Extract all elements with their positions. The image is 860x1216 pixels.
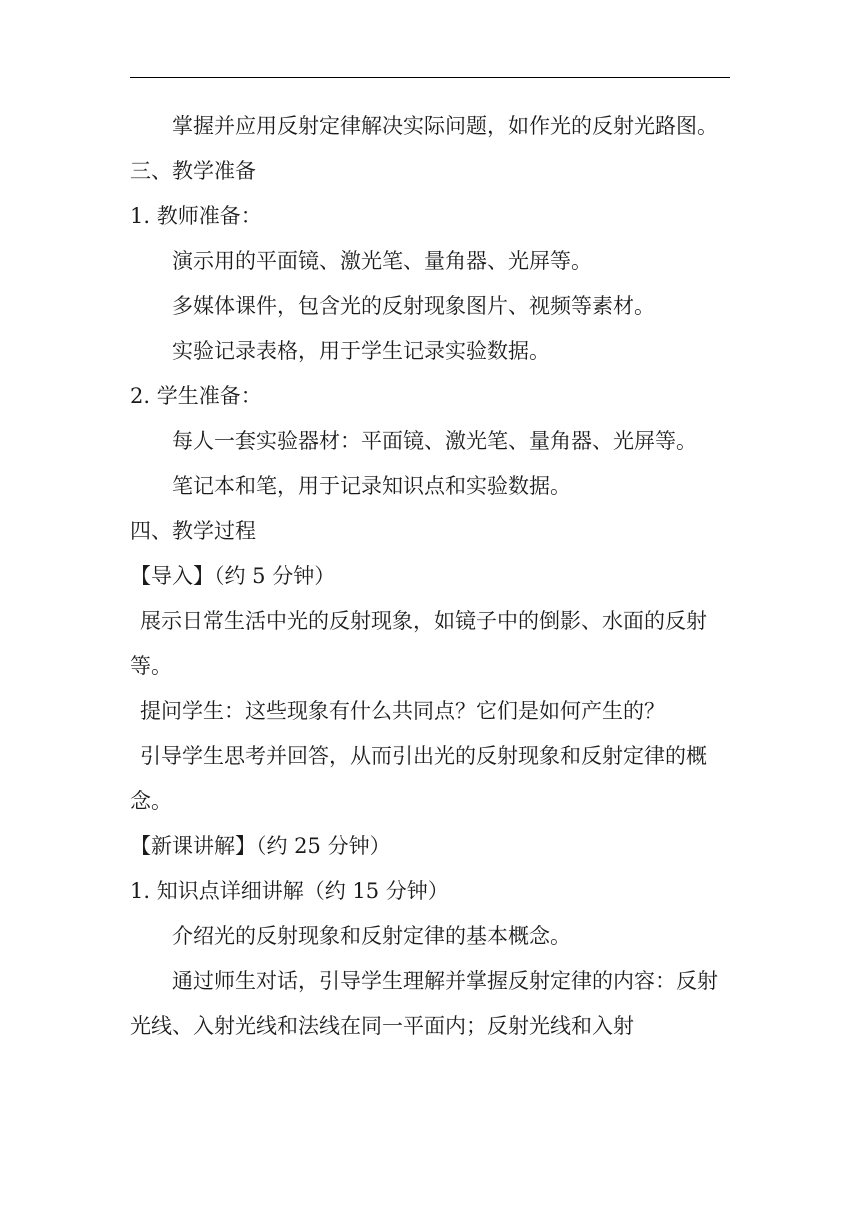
subheading-introduction: 【导入】（约 5 分钟） xyxy=(130,564,336,588)
list-item-student-equipment: 每人一套实验器材：平面镜、激光笔、量角器、光屏等。 xyxy=(172,429,697,453)
list-item-multimedia: 多媒体课件，包含光的反射现象图片、视频等素材。 xyxy=(172,294,655,318)
subheading-knowledge-points: 1. 知识点详细讲解（约 15 分钟） xyxy=(130,879,449,903)
subheading-new-lesson: 【新课讲解】（约 25 分钟） xyxy=(130,834,391,858)
paragraph-show-phenomena: 展示日常生活中光的反射现象，如镜子中的倒影、水面的反射等。 xyxy=(130,609,707,678)
paragraph-introduce-concepts: 介绍光的反射现象和反射定律的基本概念。 xyxy=(172,924,571,948)
list-item-notebook: 笔记本和笔，用于记录知识点和实验数据。 xyxy=(172,474,571,498)
paragraph-dialogue: 通过师生对话，引导学生理解并掌握反射定律的内容：反射光线、入射光线和法线在同一平面内；反射光线和入射 xyxy=(130,969,718,1038)
section-heading-teaching-process: 四、教学过程 xyxy=(130,519,256,543)
paragraph-guide-students: 引导学生思考并回答，从而引出光的反射现象和反射定律的概念。 xyxy=(130,744,707,813)
subheading-student-preparation: 2. 学生准备： xyxy=(130,384,262,408)
paragraph-ask-students: 提问学生：这些现象有什么共同点？它们是如何产生的？ xyxy=(140,699,665,723)
document-body xyxy=(130,104,730,1049)
list-item-record-form: 实验记录表格，用于学生记录实验数据。 xyxy=(172,339,550,363)
header-rule xyxy=(130,77,730,78)
subheading-teacher-preparation: 1. 教师准备： xyxy=(130,204,262,228)
section-heading-teaching-preparation: 三、教学准备 xyxy=(130,159,256,183)
paragraph-objective: 掌握并应用反射定律解决实际问题，如作光的反射光路图。 xyxy=(172,114,718,138)
list-item-demo-equipment: 演示用的平面镜、激光笔、量角器、光屏等。 xyxy=(172,249,592,273)
